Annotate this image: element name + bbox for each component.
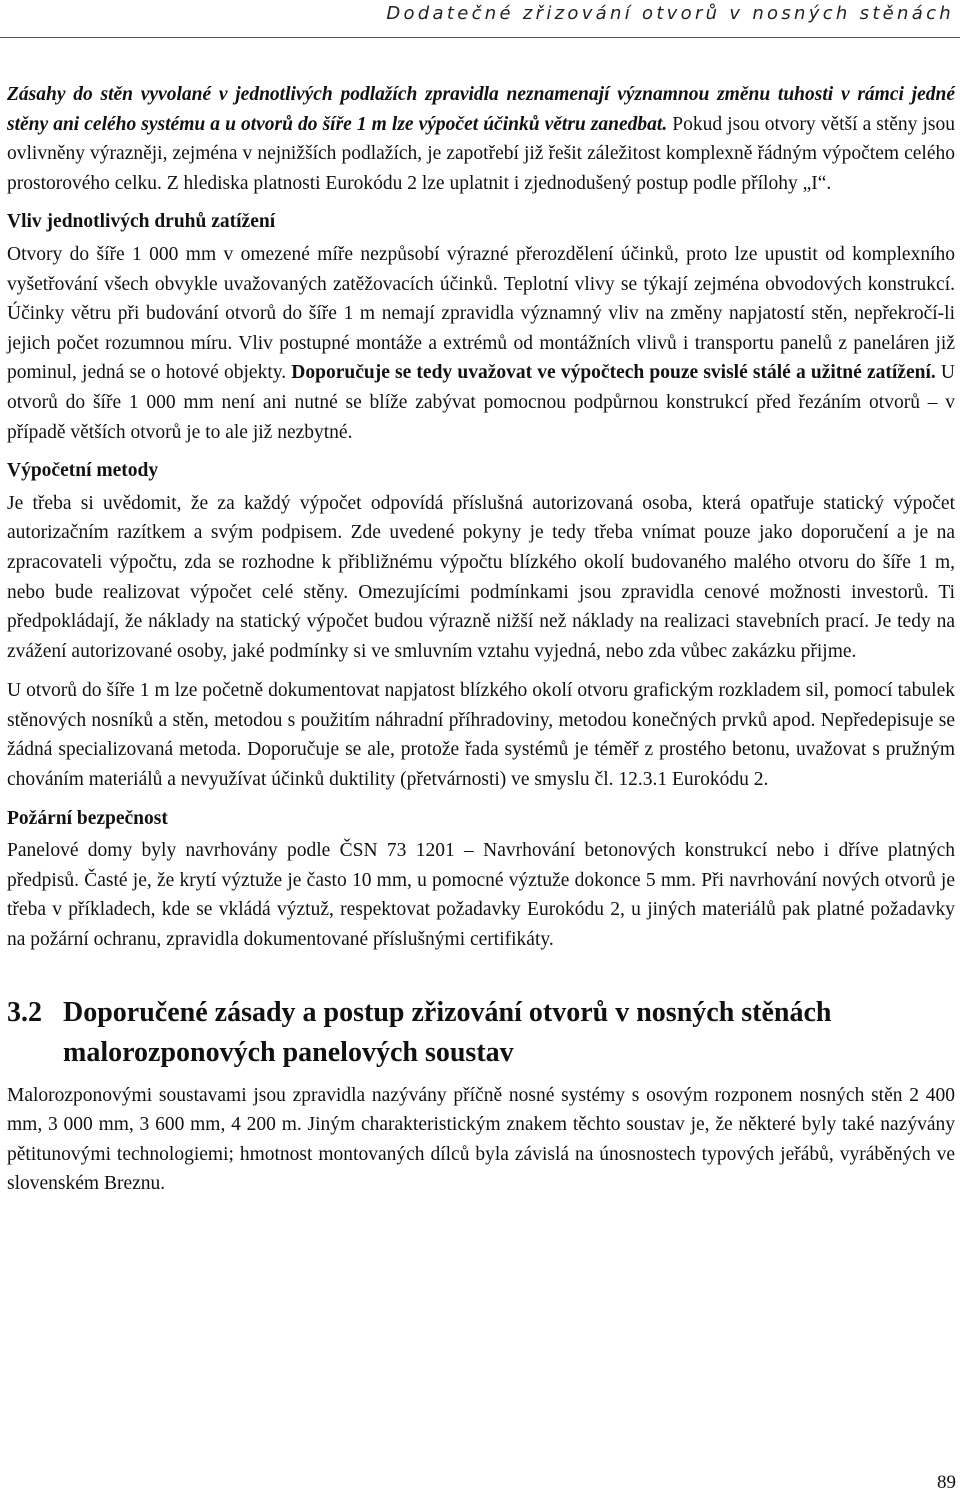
loads-paragraph xyxy=(7,240,955,447)
chapter-heading xyxy=(7,993,955,1073)
page-number: 89 xyxy=(937,1472,956,1493)
chapter-paragraph: Malorozponovými soustavami jsou zpravidla nazývány příčně nosné systémy s osovým rozponem nosných stěn 2 400 mm, 3 000 mm, 3 600 mm, 4 200 m. Jiným charakteristickým znakem těchto soustav je, že některé byly také nazývány pětitunovými technologiemi; hmotnost montovaných dílců byla závislá na únosnostech typových jeřábů, vyráběných ve slovenském Breznu. xyxy=(7,1084,955,1195)
chapter-title: Doporučené zásady a postup zřizování otvorů v nosných stěnách malorozponových panelových soustav xyxy=(63,996,832,1068)
intro-paragraph xyxy=(7,80,955,198)
loads-text-before: Otvory do šíře 1 000 mm v omezené míře nezpůsobí výrazné přerozdělení účinků, proto lze upustit od komplexního vyšetřování všech obvykle uvažovaných zatěžovacích účinků. Teplotní vlivy se týkají zejména obvodových konstrukcí. Účinky větru při budování otvorů do šíře 1 m nemají zpravidla významný vliv na změny napjatostí stěn, nepřekročí-li jejich počet rozumnou míru. Vliv postupné montáže a extrémů od montážních vlivů i transportu panelů z paneláren již pominul, jedná se o hotové objekty. xyxy=(7,243,955,384)
chapter-number: 3.2 xyxy=(7,996,42,1028)
methods-paragraph-1: Je třeba si uvědomit, že za každý výpočet odpovídá příslušná autorizovaná osoba, která opatřuje statický výpočet autorizačním razítkem a svým podpisem. Zde uvedené pokyny je tedy třeba vnímat pouze jako doporučení a je na zpracovateli výpočtu, zda se rozhodne k přibližnému výpočtu blízkého okolí budovaného malého otvoru do šíře 1 m, nebo bude realizovat výpočet celé stěny. Omezujícími podmínkami jsou zpravidla cenové možnosti investorů. Ti předpokládají, že náklady na statický výpočet budou výrazně nižší než náklady na realizaci stavebních prací. Je tedy na zvážení autorizované osoby, jaké podmínky si ve smluvním vztahu vyjedná, nebo zda vůbec zakázku přijme. xyxy=(7,492,955,662)
loads-text-after: U otvorů do šíře 1 000 mm není ani nutné se blíže zabývat pomocnou podpůrnou konstrukcí před řezáním otvorů – v případě větších otvorů je to ale již nezbytné. xyxy=(7,362,955,443)
intro-lead-bold: Zásahy do stěn vyvolané v jednotlivých podlažích zpravidla neznamenají významnou změnu tuhosti v rámci jedné stěny ani celého systému a u otvorů do šíře 1 m lze výpočet účinků větru zanedbat. xyxy=(7,84,955,135)
section-heading-fire: Požární bezpečnost xyxy=(7,807,168,829)
intro-rest: Pokud jsou otvory větší a stěny jsou ovlivněny výrazněji, zejména v nejnižších podlažích, je zapotřebí již řešit záležitost komplexně řádným výpočtem celého prostorového celku. Z hlediska platnosti Eurokódu 2 lze uplatnit i zjednodušený postup podle přílohy „I“. xyxy=(7,113,955,194)
page-content xyxy=(7,80,955,1199)
fire-paragraph: Panelové domy byly navrhovány podle ČSN 73 1201 – Navrhování betonových konstrukcí nebo i dříve platných předpisů. Časté je, že krytí výztuže je často 10 mm, u pomocné výztuže dokonce 5 mm. Při navrhování nových otvorů je třeba v příkladech, kde se vkládá výztuž, respektovat požadavky Eurokódu 2, u jiných materiálů pak platné požadavky na požární ochranu, zpravidla dokumentované příslušnými certifikáty. xyxy=(7,840,955,951)
loads-bold-recommendation: Doporučuje se tedy uvažovat ve výpočtech pouze svislé stálé a užitné zatížení. xyxy=(291,362,936,384)
section-heading-methods: Výpočetní metody xyxy=(7,460,159,482)
section-heading-loads: Vliv jednotlivých druhů zatížení xyxy=(7,211,276,233)
methods-paragraph-2: U otvorů do šíře 1 m lze početně dokumentovat napjatost blízkého okolí otvoru grafickým rozkladem sil, pomocí tabulek stěnových nosníků a stěn, metodou s použitím náhradní příhradoviny, metodou konečných prvků apod. Nepředepisuje se žádná specializovaná metoda. Doporučuje se ale, protože řada systémů je téměř z prostého betonu, uvažovat s pružným chováním materiálů a nevyužívat účinků duktility (přetvárnosti) ve smyslu čl. 12.3.1 Eurokódu 2. xyxy=(7,680,955,791)
running-header: Dodatečné zřizování otvorů v nosných stěnách xyxy=(386,3,954,24)
header-divider xyxy=(0,37,960,38)
